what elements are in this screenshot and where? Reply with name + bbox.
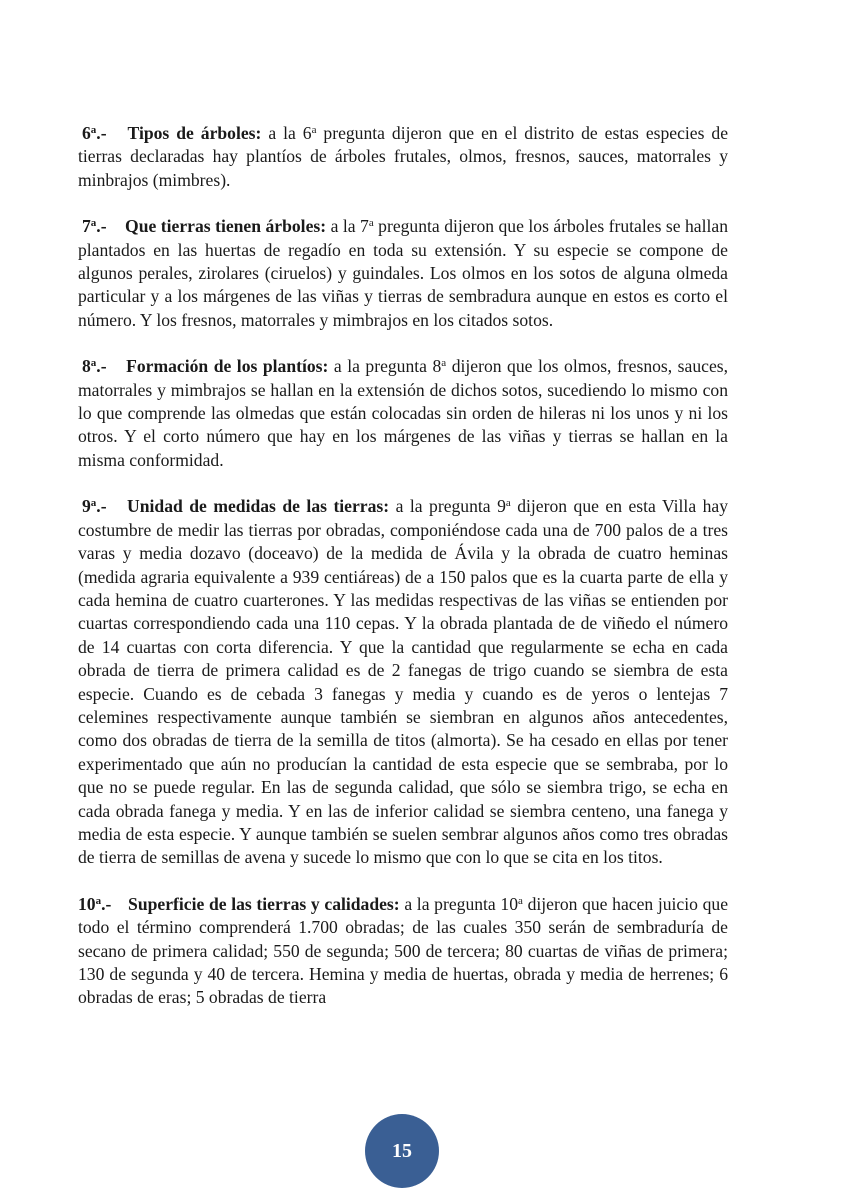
item-text: a la pregunta 9$^a$ dijeron que en esta Villa hay costumbre de medir las tierras por obradas, componiéndose cada una de 700 palos de a tres varas y media dozavo (doceavo) de la medida de Ávila y la obrada de cuatro heminas (medida agraria equivalente a 939 centiáreas) de a 150 palos que es la cuarta parte de ella y cada hemina de cuatro cuarterones. Y las medidas respectivas de las viñas se entienden por cuartas correspondiendo cada una 110 cepas. Y la obrada plantada de de viñedo el número de 14 cuartas con corta diferencia. Y que la cantidad que regularmente se echa en cada obrada de tierra de primera calidad es de 2 fanegas de trigo cuando se siembra de esta especie. Cuando es de cebada 3 fanegas y media y cuando es de yeros o lentejas 7 celemines respectivamente aunque también se siembran en algunos años antecedentes, como dos obradas de tierra de la semilla de titos (almorta). Se ha cesado en ellas por tener experimentado que aún no producían la cantidad de esta especie que se sembraba, por lo que no se puede regular. En las de segunda calidad, que sólo se siembra trigo, se echa en cada obrada fanega y media. Y en las de inferior calidad se siembra centeno, una fanega y media de esta especie. Y aunque también se suelen sembrar algunos años como tres obradas de tierra de semillas de avena y sucede lo mismo que con lo que se cita en los titos. <box>78 496 729 868</box>
paragraph-6 <box>78 122 728 192</box>
item-number: 10$^a$ <box>78 893 102 914</box>
paragraph-8 <box>78 355 728 472</box>
item-number: 9$^a$ <box>82 496 97 517</box>
item-number: 7$^a$ <box>82 216 97 237</box>
item-text: a la pregunta 8$^a$ dijeron que los olmos, fresnos, sauces, matorrales y mimbrajos se hallan en la extensión de dichos sotos, sucediendo lo mismo con lo que comprende las olmedas que están colocadas sin orden de hileras ni los unos y ni los otros. Y el corto número que hay en los márgenes de las viñas y tierras se hallan en la misma conformidad. <box>78 356 728 470</box>
paragraph-10 <box>78 893 728 1010</box>
item-title: Superficie de las tierras y calidades: <box>128 893 400 914</box>
item-text: a la 7$^a$ pregunta dijeron que los árboles frutales se hallan plantados en las huertas de regadío en toda su extensión. Y su especie se compone de algunos perales, zirolares (ciruelos) y guindales. Los olmos en los sotos de alguna olmeda particular y a los márgenes de las viñas y tierras de sembradura aunque en estos es corto el número. Y los fresnos, matorrales y mimbrajos en los citados sotos. <box>78 216 728 330</box>
item-dash: .- <box>96 216 107 237</box>
item-title: Formación de los plantíos: <box>126 356 329 377</box>
item-title: Unidad de medidas de las tierras: <box>127 496 390 517</box>
document-body <box>78 122 728 1010</box>
item-title: Tipos de árboles: <box>127 123 262 143</box>
paragraph-7 <box>78 215 728 332</box>
page-number-badge <box>365 1114 439 1188</box>
item-dash: .- <box>101 893 112 914</box>
paragraph-9 <box>78 495 728 870</box>
item-text: a la pregunta 10$^a$ dijeron que hacen juicio que todo el término comprenderá 1.700 obradas; de las cuales 350 serán de sembraduría de secano de primera calidad; 550 de segunda; 500 de tercera; 80 cuartas de viñas de primera; 130 de segunda y 40 de tercera. Hemina y media de huertas, obrada y media de herrenes; 6 obradas de eras; 5 obradas de tierra <box>78 893 729 1008</box>
item-number: 8$^a$ <box>82 356 97 377</box>
item-number: 6$^a$ <box>82 123 97 143</box>
item-text: a la 6$^a$ pregunta dijeron que en el distrito de estas especies de tierras declaradas hay plantíos de árboles frutales, olmos, fresnos, sauces, matorrales y minbrajos (mimbres). <box>78 123 729 190</box>
item-title: Que tierras tienen árboles: <box>125 216 327 237</box>
page-number: 15 <box>392 1139 412 1162</box>
item-dash: .- <box>96 356 107 377</box>
item-dash: .- <box>96 123 107 143</box>
item-dash: .- <box>96 496 107 517</box>
